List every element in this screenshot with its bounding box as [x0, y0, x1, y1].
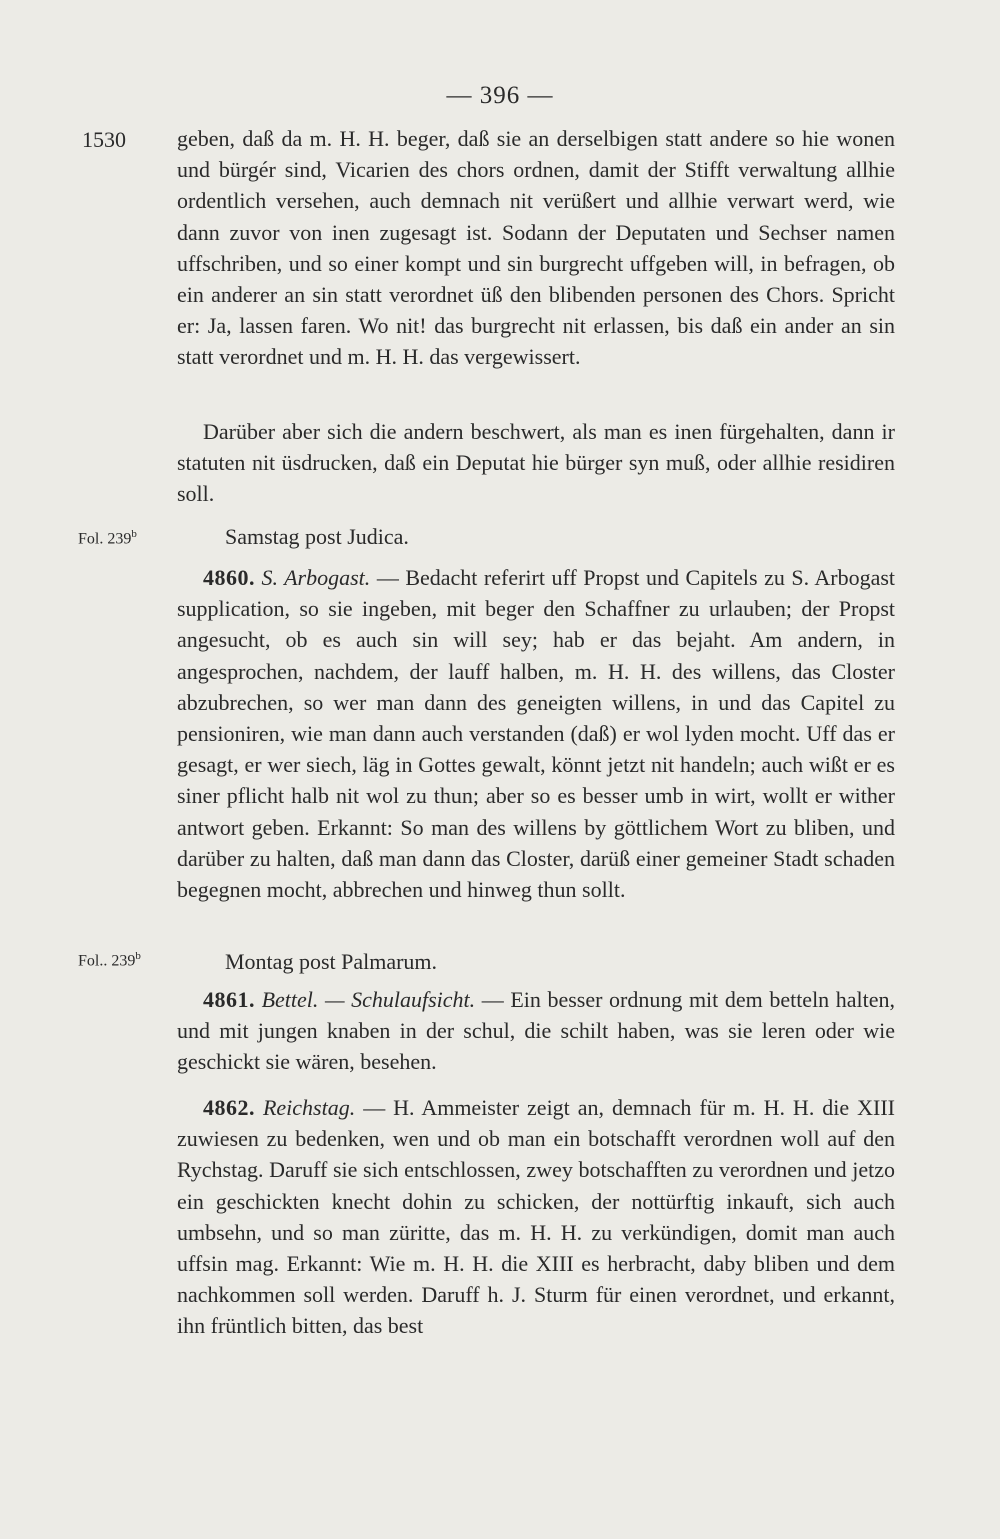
entry-number: 4862.	[203, 1095, 255, 1120]
paragraph-text: geben, daß da m. H. H. beger, daß sie an derselbigen statt andere so hie wonen und bürgér sind, Vicarien des chors ordnen, damit der Stifft verwaltung allhie ordentlich versehen, auch demnach nit verüßert und allhie verwart werd, wie dann zuvor von inen zugesagt ist. Sodann der Deputaten und Sechser namen uffschriben, und so einer kompt und sin burgrecht uffgeben will, in befragen, ob ein anderer an sin statt verordnet üß den blibenden personen des Chors. Spricht er: Ja, lassen faren. Wo nit! das burgrecht nit erlassen, bis daß ein ander an sin statt verordnet und m. H. H. das vergewissert.	[177, 126, 895, 370]
date-heading	[177, 946, 895, 977]
date-heading-text: Samstag post Judica.	[225, 524, 409, 549]
entry-number: 4861.	[203, 987, 255, 1012]
folio-superscript: b	[135, 950, 141, 962]
paragraph-objection	[177, 416, 895, 510]
entry-title: Reichstag.	[262, 1095, 356, 1120]
entry-4861	[177, 984, 895, 1078]
margin-folio-note	[78, 524, 137, 549]
paragraph-continuation	[177, 123, 895, 373]
margin-folio-note	[78, 946, 141, 971]
entry-text: — Ein besser ordnung mit dem betteln halten, und mit jungen knaben in der schul, die schilt haben, was sie leren oder wie geschickt sie wären, besehen.	[177, 987, 896, 1075]
margin-year: 1530	[82, 127, 126, 152]
entry-number: 4860.	[203, 565, 255, 590]
entry-title: Bettel. — Schulaufsicht.	[261, 987, 476, 1012]
folio-superscript: b	[131, 528, 137, 540]
paragraph-text: Darüber aber sich die andern beschwert, als man es inen fürgehalten, dann ir statuten nit üsdrucken, daß ein Deputat hie bürger syn muß, oder allhie residiren soll.	[177, 419, 895, 507]
entry-text: — Bedacht referirt uff Propst und Capitels zu S. Arbogast supplication, so sie ingeben, mit beger den Schaffner zu urlauben; der Propst angesucht, ob es auch sin will sey; hab er das bejaht. Am andern, in angesprochen, nachdem, der lauff halben, m. H. H. des willens, das Closter abzubrechen, so wer man dann des geneigten willens, in und das Capitel zu pensioniren, wie man dann auch verstanden (daß) er wol lyden mocht. Uff das er gesagt, er wer siech, läg in Gottes gewalt, könnt jetzt nit handeln; auch wißt er es siner pflicht halb nit wol zu thun; aber so es besser umb in wirt, wollt er wither antwort geben. Erkannt: So man des willens by göttlichem Wort zu bliben, und darüber zu halten, daß man dann das Closter, darüß einer gemeiner Stadt schaden begegnen mocht, abbrechen und hinweg thun sollt.	[177, 565, 896, 903]
folio-label: Fol.. 239	[78, 952, 136, 970]
entry-4862	[177, 1092, 895, 1342]
page-number: — 396 —	[446, 82, 554, 109]
entry-title: S. Arbogast.	[261, 565, 371, 590]
date-heading	[177, 521, 895, 552]
entry-4860	[177, 562, 895, 905]
entry-text: — H. Ammeister zeigt an, demnach für m. H. H. die XIII zuwiesen zu bedenken, wen und ob man ein botschafft verordnen woll auf den Rychstag. Daruff sie sich entschlossen, zwey botschafften zu verordnen und jetzo ein geschickten knecht dohin zu schicken, der nottürftig inkauft, sich auch umbsehn, und so man züritte, das m. H. H. zu verkündigen, domit man auch uffsin mag. Erkannt: Wie m. H. H. die XIII es herbracht, daby bliben und dem nachkommen soll werden. Daruff h. J. Sturm für einen verordnet, und erkannt, ihn früntlich bitten, das best	[177, 1095, 895, 1339]
folio-label: Fol. 239	[78, 530, 132, 548]
date-heading-text: Montag post Palmarum.	[225, 949, 438, 974]
